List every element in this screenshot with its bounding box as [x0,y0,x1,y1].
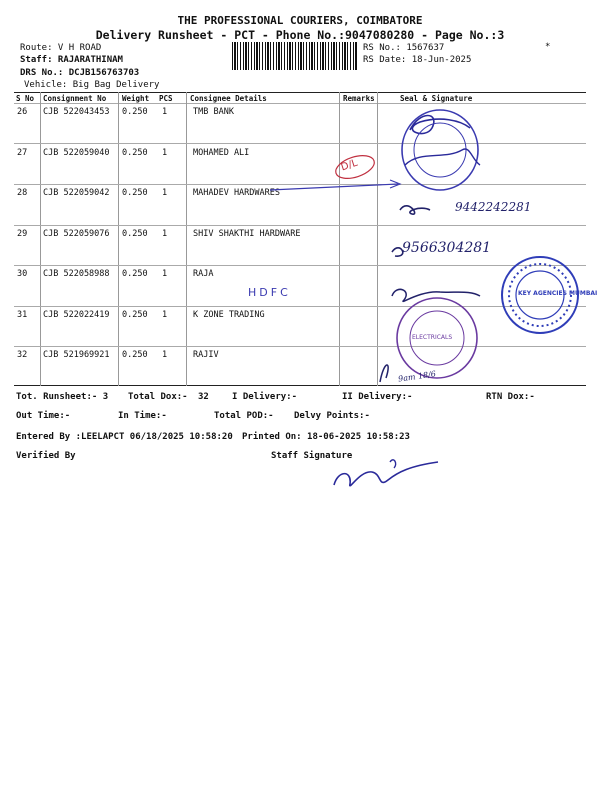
round-stamp-text: KEY AGENCIES MUMBAI [518,290,598,297]
col-header-consignment: Consignment No [43,94,107,103]
printed-on: Printed On: 18-06-2025 10:58:23 [242,432,410,442]
purple-stamp-text: ELECTRICALS [412,334,453,341]
cell-consignment: CJB 522059042 [43,188,110,198]
cell-sno: 31 [17,310,28,320]
remark-dl: D/L [339,157,359,174]
star-mark-icon: * [545,42,551,52]
cell-consignee: TMB BANK [193,107,234,117]
cell-consignment: CJB 522059076 [43,229,110,239]
cell-sno: 28 [17,188,28,198]
signature-scribble [410,116,470,134]
cell-weight: 0.250 [122,269,148,279]
signature-scribble [405,149,480,165]
ii-delivery: II Delivery:- [342,392,413,402]
in-time: In Time:- [118,411,167,421]
cell-sno: 26 [17,107,28,117]
cell-consignee: MAHADEV HARDWARES [193,188,280,198]
total-pod: Total POD:- [214,411,274,421]
cell-weight: 0.250 [122,350,148,360]
cell-weight: 0.250 [122,188,148,198]
i-delivery: I Delivery:- [232,392,298,402]
arrow-line [270,184,398,190]
signature-scribble [400,206,430,214]
handwritten-phone-row28: 9442242281 [455,200,532,214]
cell-weight: 0.250 [122,229,148,239]
cell-consignee: SHIV SHAKTHI HARDWARE [193,229,301,239]
cell-weight: 0.250 [122,310,148,320]
col-header-weight: Weight [122,94,150,103]
staff-signature-scribble [390,460,396,468]
cell-pcs: 1 [162,188,168,198]
cell-sno: 32 [17,350,28,360]
cell-pcs: 1 [162,269,168,279]
cell-sno: 29 [17,229,28,239]
cell-consignee: RAJA [193,269,214,279]
cell-pcs: 1 [162,350,168,360]
cell-pcs: 1 [162,107,168,117]
handwritten-note-row32: 9am 18/6 [397,369,437,384]
cell-sno: 30 [17,269,28,279]
drs-number: DRS No.: DCJB156763703 [20,68,140,78]
rs-date: RS Date: 18-Jun-2025 [363,55,472,65]
col-header-seal: Seal & Signature [400,94,473,103]
cell-consignment: CJB 522043453 [43,107,110,117]
verified-by: Verified By [16,451,76,461]
handwritten-phone-row29: 9566304281 [402,240,492,256]
route-label: Route: V H ROAD [20,43,102,53]
rtn-dox: RTN Dox:- [486,392,535,402]
signature-scribble [392,289,480,301]
entered-by: Entered By :LEELAPCT 06/18/2025 10:58:20 [16,432,233,442]
cell-consignment: CJB 522059040 [43,148,110,158]
cell-weight: 0.250 [122,148,148,158]
tot-runsheet: Tot. Runsheet:- 3 [16,392,109,402]
cell-pcs: 1 [162,148,168,158]
cell-consignment: CJB 522058988 [43,269,110,279]
cell-consignee: MOHAMED ALI [193,148,250,158]
delvy-points: Delvy Points:- [294,411,370,421]
signature-scribble [380,365,388,382]
total-dox-value: 32 [198,392,209,402]
runsheet-subtitle: Delivery Runsheet - PCT - Phone No.:9047080280 - Page No.:3 [95,28,505,42]
col-header-remarks: Remarks [343,94,375,103]
col-header-pcs: PCS [159,94,173,103]
col-header-consignee: Consignee Details [190,94,267,103]
total-dox-label: Total Dox:- [128,392,188,402]
rs-number: RS No.: 1567637 [363,43,445,53]
cell-pcs: 1 [162,229,168,239]
staff-label: Staff: RAJARATHINAM [20,55,123,65]
handwritten-hdfc: HDFC [248,286,291,299]
cell-sno: 27 [17,148,28,158]
seal-stamp-inner [414,123,466,177]
cell-weight: 0.250 [122,107,148,117]
staff-signature-label: Staff Signature [271,451,353,461]
out-time: Out Time:- [16,411,71,421]
company-title: THE PROFESSIONAL COURIERS, COIMBATORE [177,14,423,27]
staff-signature-scribble [334,462,438,486]
cell-consignment: CJB 521969921 [43,350,110,360]
cell-consignee: K ZONE TRADING [193,310,265,320]
cell-consignment: CJB 522022419 [43,310,110,320]
vehicle-label: Vehicle: Big Bag Delivery [24,80,160,90]
cell-pcs: 1 [162,310,168,320]
cell-consignee: RAJIV [193,350,219,360]
col-header-sno: S No [16,94,35,103]
